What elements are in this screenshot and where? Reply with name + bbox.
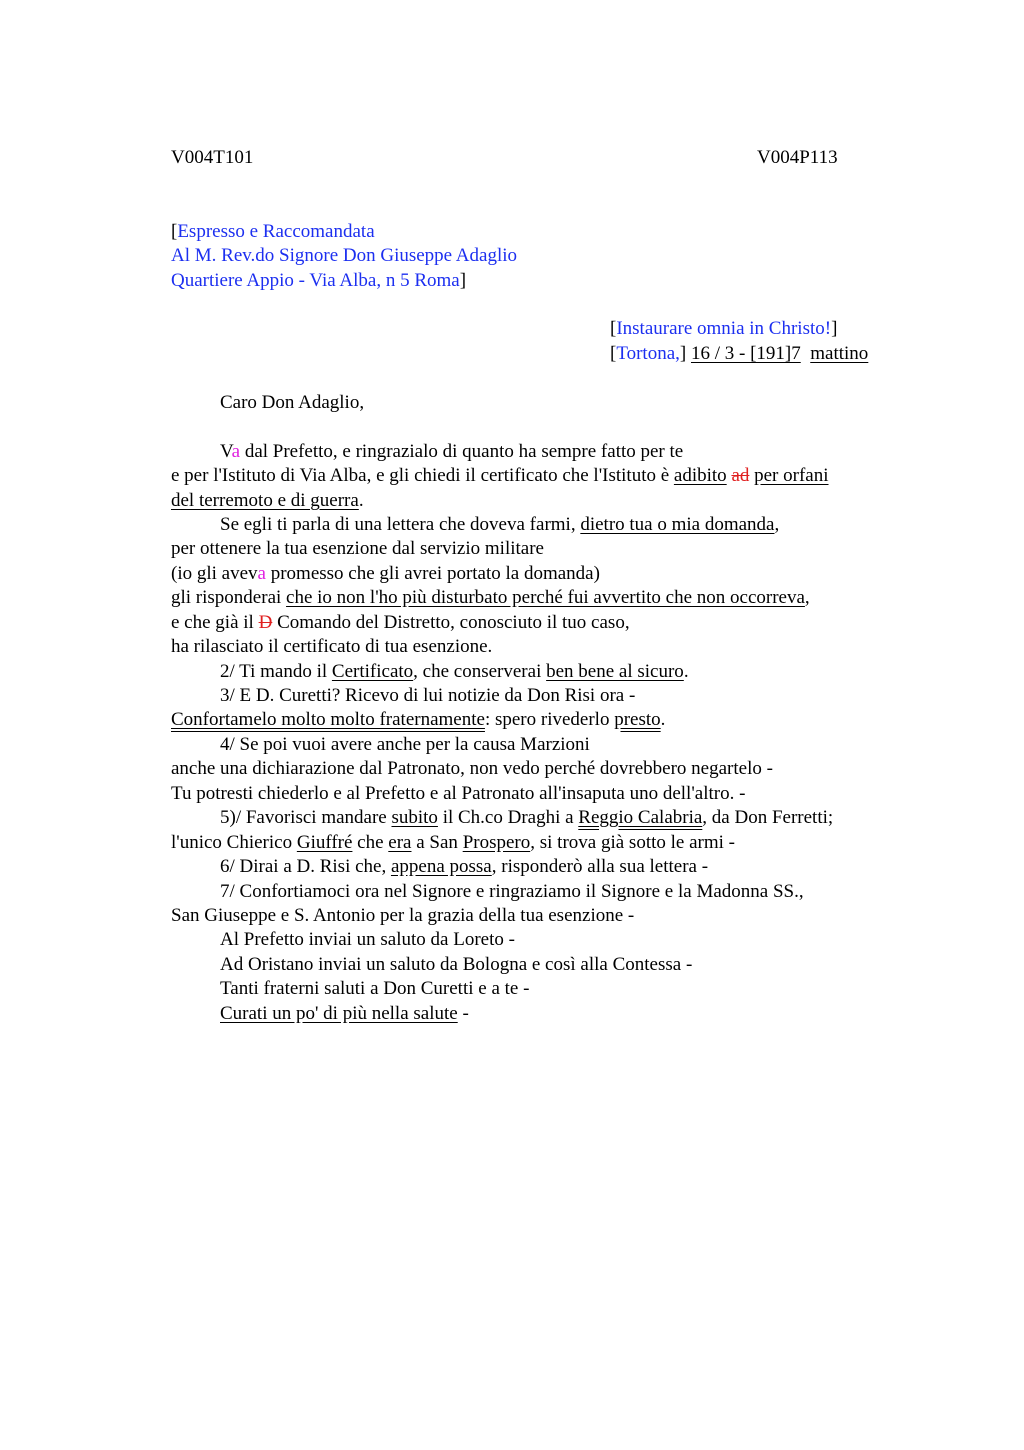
body-line: ha rilasciato il certificato di tua esenzione. (171, 636, 493, 657)
body-line: Va dal Prefetto, e ringrazialo di quanto ha sempre fatto per te (220, 441, 684, 462)
body-line: e che già il D Comando del Distretto, conosciuto il tuo caso, (171, 612, 630, 633)
body-line: 3/ E D. Curetti? Ricevo di lui notizie da Don Risi ora - (220, 685, 636, 706)
body-line: 2/ Ti mando il Certificato, che conserverai ben bene al sicuro. (220, 661, 689, 682)
dateline: [Tortona,] 16 / 3 - [191]7 mattino (610, 343, 869, 364)
body-line: l'unico Chierico Giuffré che era a San Prospero, si trova già sotto le armi - (171, 832, 735, 853)
body-line: 4/ Se poi vuoi avere anche per la causa Marzioni (220, 734, 590, 755)
body-line: e per l'Istituto di Via Alba, e gli chiedi il certificato che l'Istituto è adibito ad per orfani (171, 465, 829, 486)
motto: [Instaurare omnia in Christo!] (610, 318, 838, 339)
body-line: anche una dichiarazione dal Patronato, non vedo perché dovrebbero negartelo - (171, 758, 773, 779)
body-line: per ottenere la tua esenzione dal servizio militare (171, 538, 544, 559)
body-line: Curati un po' di più nella salute - (220, 1003, 469, 1024)
body-line: 5)/ Favorisci mandare subito il Ch.co Draghi a Reggio Calabria, da Don Ferretti; (220, 807, 834, 828)
body-line: gli risponderai che io non l'ho più disturbato perché fui avvertito che non occorreva, (171, 587, 810, 608)
body-line: Tanti fraterni saluti a Don Curetti e a te - (220, 978, 530, 999)
body-line: Tu potresti chiederlo e al Prefetto e al Patronato all'insaputa uno dell'altro. - (171, 783, 746, 804)
body-line: Se egli ti parla di una lettera che doveva farmi, dietro tua o mia domanda, (220, 514, 780, 535)
address-line-2: Al M. Rev.do Signore Don Giuseppe Adaglio (171, 245, 518, 266)
salutation: Caro Don Adaglio, (220, 392, 365, 413)
body-line: Al Prefetto inviai un saluto da Loreto - (220, 929, 515, 950)
body-line: Confortamelo molto molto fraternamente: spero rivederlo presto. (171, 709, 666, 730)
body-line: del terremoto e di guerra. (171, 490, 364, 511)
body-line: 6/ Dirai a D. Risi che, appena possa, risponderò alla sua lettera - (220, 856, 709, 877)
document-code-left: V004T101 (171, 147, 254, 168)
body-line: Ad Oristano inviai un saluto da Bologna e così alla Contessa - (220, 954, 693, 975)
document-code-right: V004P113 (757, 147, 838, 168)
address-line-1: [Espresso e Raccomandata (171, 221, 375, 242)
address-line-3: Quartiere Appio - Via Alba, n 5 Roma] (171, 270, 467, 291)
body-line: 7/ Confortiamoci ora nel Signore e ringraziamo il Signore e la Madonna SS., (220, 881, 804, 902)
body-line: (io gli aveva promesso che gli avrei portato la domanda) (171, 563, 600, 584)
body-line: San Giuseppe e S. Antonio per la grazia della tua esenzione - (171, 905, 635, 926)
